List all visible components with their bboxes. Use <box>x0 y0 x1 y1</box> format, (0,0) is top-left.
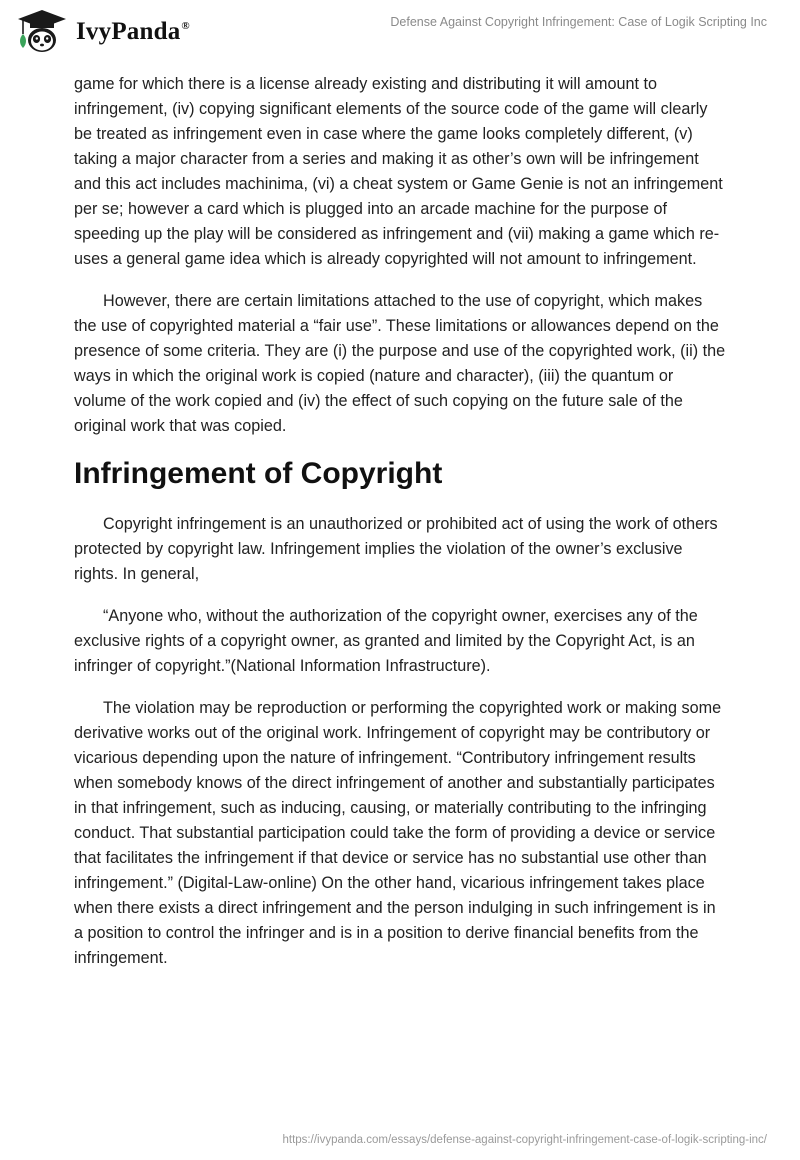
paragraph-quote: “Anyone who, without the authorization of the copyright owner, exercises any of the exclusive rights of a copyright owner, as granted and limited by the Copyright Act, is an infringer of copyright.”(National Information Infrastructure). <box>74 607 698 675</box>
panda-graduate-icon <box>14 8 70 56</box>
document-title: Defense Against Copyright Infringement: Case of Logik Scripting Inc <box>390 15 767 29</box>
ivypanda-logo[interactable] <box>14 8 190 56</box>
paragraph-definition: Copyright infringement is an unauthorized or prohibited act of using the work of others protected by copyright law. Infringement implies the violation of the owner’s exclusive rights. In general, <box>74 515 718 583</box>
registered-mark: ® <box>181 20 190 32</box>
logo-text: IvyPanda <box>76 18 181 45</box>
paragraph-contributory-vicarious: The violation may be reproduction or performing the copyrighted work or making some derivative works out of the original work. Infringement of copyright may be contributory or vicarious depending upon the nature of infringement. “Contributory infringement results when somebody knows of the direct infringement of another and substantially participates in that infringement, such as inducing, causing, or materially contributing to the infringing conduct. That substantial participation could take the form of providing a device or service that facilitates the infringement if that device or service has no substantial use other than infringement.” (Digital-Law-online) On the other hand, vicarious infringement takes place when there exists a direct infringement and the person indulging in such infringement is in a position to control the infringer and is in a position to derive financial benefits from the infringement. <box>74 699 722 967</box>
logo-wordmark <box>76 18 190 46</box>
paragraph-continuation: game for which there is a license already existing and distributing it will amount to infringement, (iv) copying significant elements of the source code of the game will clearly be treated as infringement even in case where the game looks completely different, (v) taking a major character from a series and making it as other’s own will be infringement and this act includes machinima, (vi) a cheat system or Game Genie is not an infringement per se; however a card which is plugged into an arcade machine for the purpose of speeding up the play will be considered as infringement and (vii) making a game which re-uses a general game idea which is already copyrighted will not amount to infringement. <box>74 75 723 268</box>
page-header <box>0 0 800 70</box>
source-url[interactable]: https://ivypanda.com/essays/defense-against-copyright-infringement-case-of-logik-scripting-inc/ <box>282 1134 767 1146</box>
essay-body <box>74 72 726 988</box>
section-heading: Infringement of Copyright <box>74 457 443 490</box>
paragraph-fair-use: However, there are certain limitations attached to the use of copyright, which makes the use of copyrighted material a “fair use”. These limitations or allowances depend on the presence of some criteria. They are (i) the purpose and use of the copyrighted work, (ii) the ways in which the original work is copied (nature and character), (iii) the quantum or volume of the work copied and (iv) the effect of such copying on the future sale of the original work that was copied. <box>74 292 726 435</box>
